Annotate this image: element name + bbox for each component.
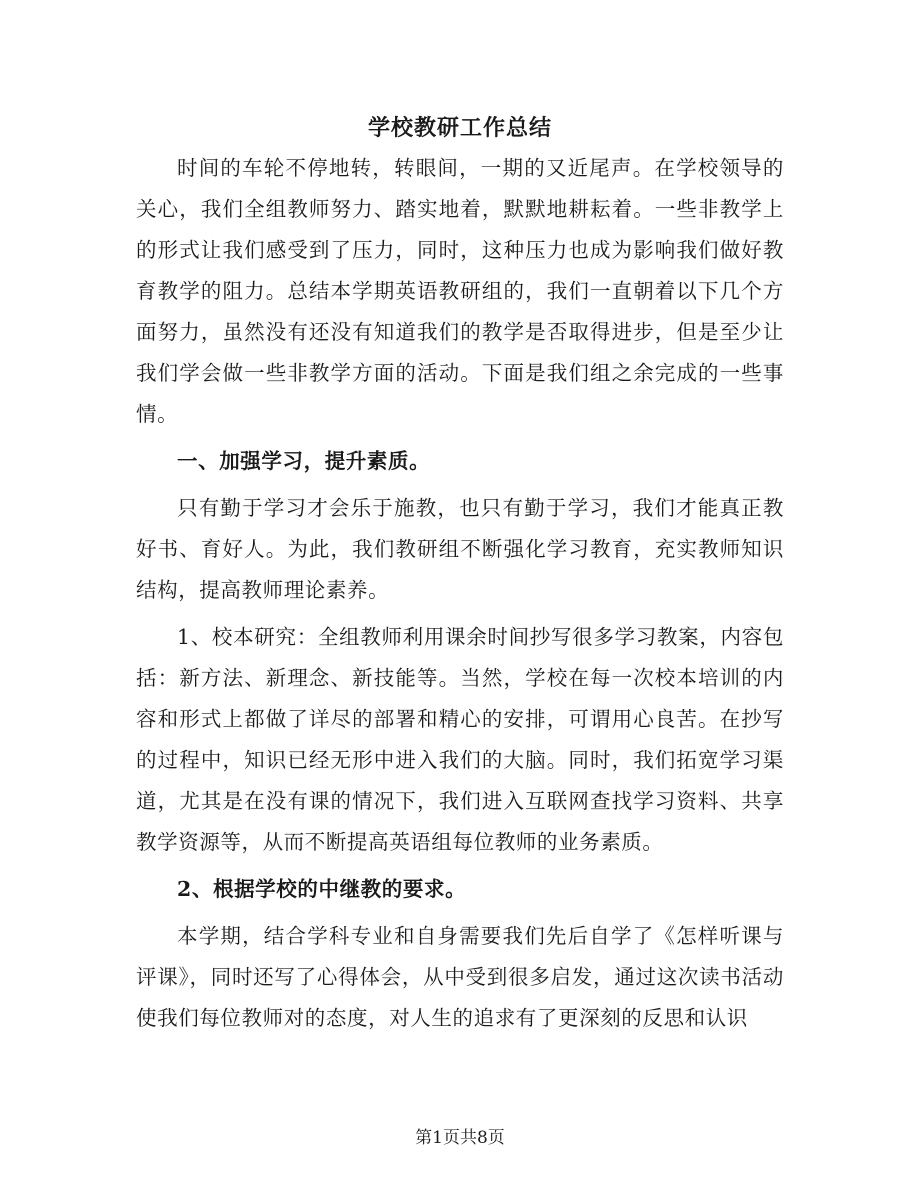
document-title: 学校教研工作总结 [367,115,552,141]
section-heading-1: 一、加强学习，提升素质。 [177,449,431,473]
intro-paragraph: 时间的车轮不停地转，转眼间，一期的又近尾声。在学校领导的关心，我们全组教师努力、踏实地着，默默地耕耘着。一些非教学上的形式让我们感受到了压力，同时，这种压力也成为影响我们做好教育教学的阻力。总结本学期英语教研组的，我们一直朝着以下几个方面努力，虽然没有还没有知道我们的教学是否取得进步，但是至少让我们学会做一些非教学方面的活动。下面是我们组之余完成的一些事情。 [136,156,784,426]
page-number: 第1页共8页 [415,1128,505,1148]
item-paragraph-1: 1、校本研究：全组教师利用课余时间抄写很多学习教案，内容包括：新方法、新理念、新技能等。当然，学校在每一次校本培训的内容和形式上都做了详尽的部署和精心的安排，可谓用心良苦。在抄写的过程中，知识已经无形中进入我们的大脑。同时，我们拓宽学习渠道，尤其是在没有课的情况下，我们进入互联网查找学习资料、共享教学资源等，从而不断提高英语组每位教师的业务素质。 [136,625,784,854]
item-paragraph-2: 本学期，结合学科专业和自身需要我们先后自学了《怎样听课与评课》，同时还写了心得体会，从中受到很多启发，通过这次读书活动使我们每位教师对的态度，对人生的追求有了更深刻的反思和认识 [136,924,784,1030]
item-heading-2: 2、根据学校的中继教的要求。 [177,877,467,901]
section-paragraph-1: 只有勤于学习才会乐于施教，也只有勤于学习，我们才能真正教好书、育好人。为此，我们教研组不断强化学习教育，充实教师知识结构，提高教师理论素养。 [136,496,784,602]
document-body [136,148,784,1039]
